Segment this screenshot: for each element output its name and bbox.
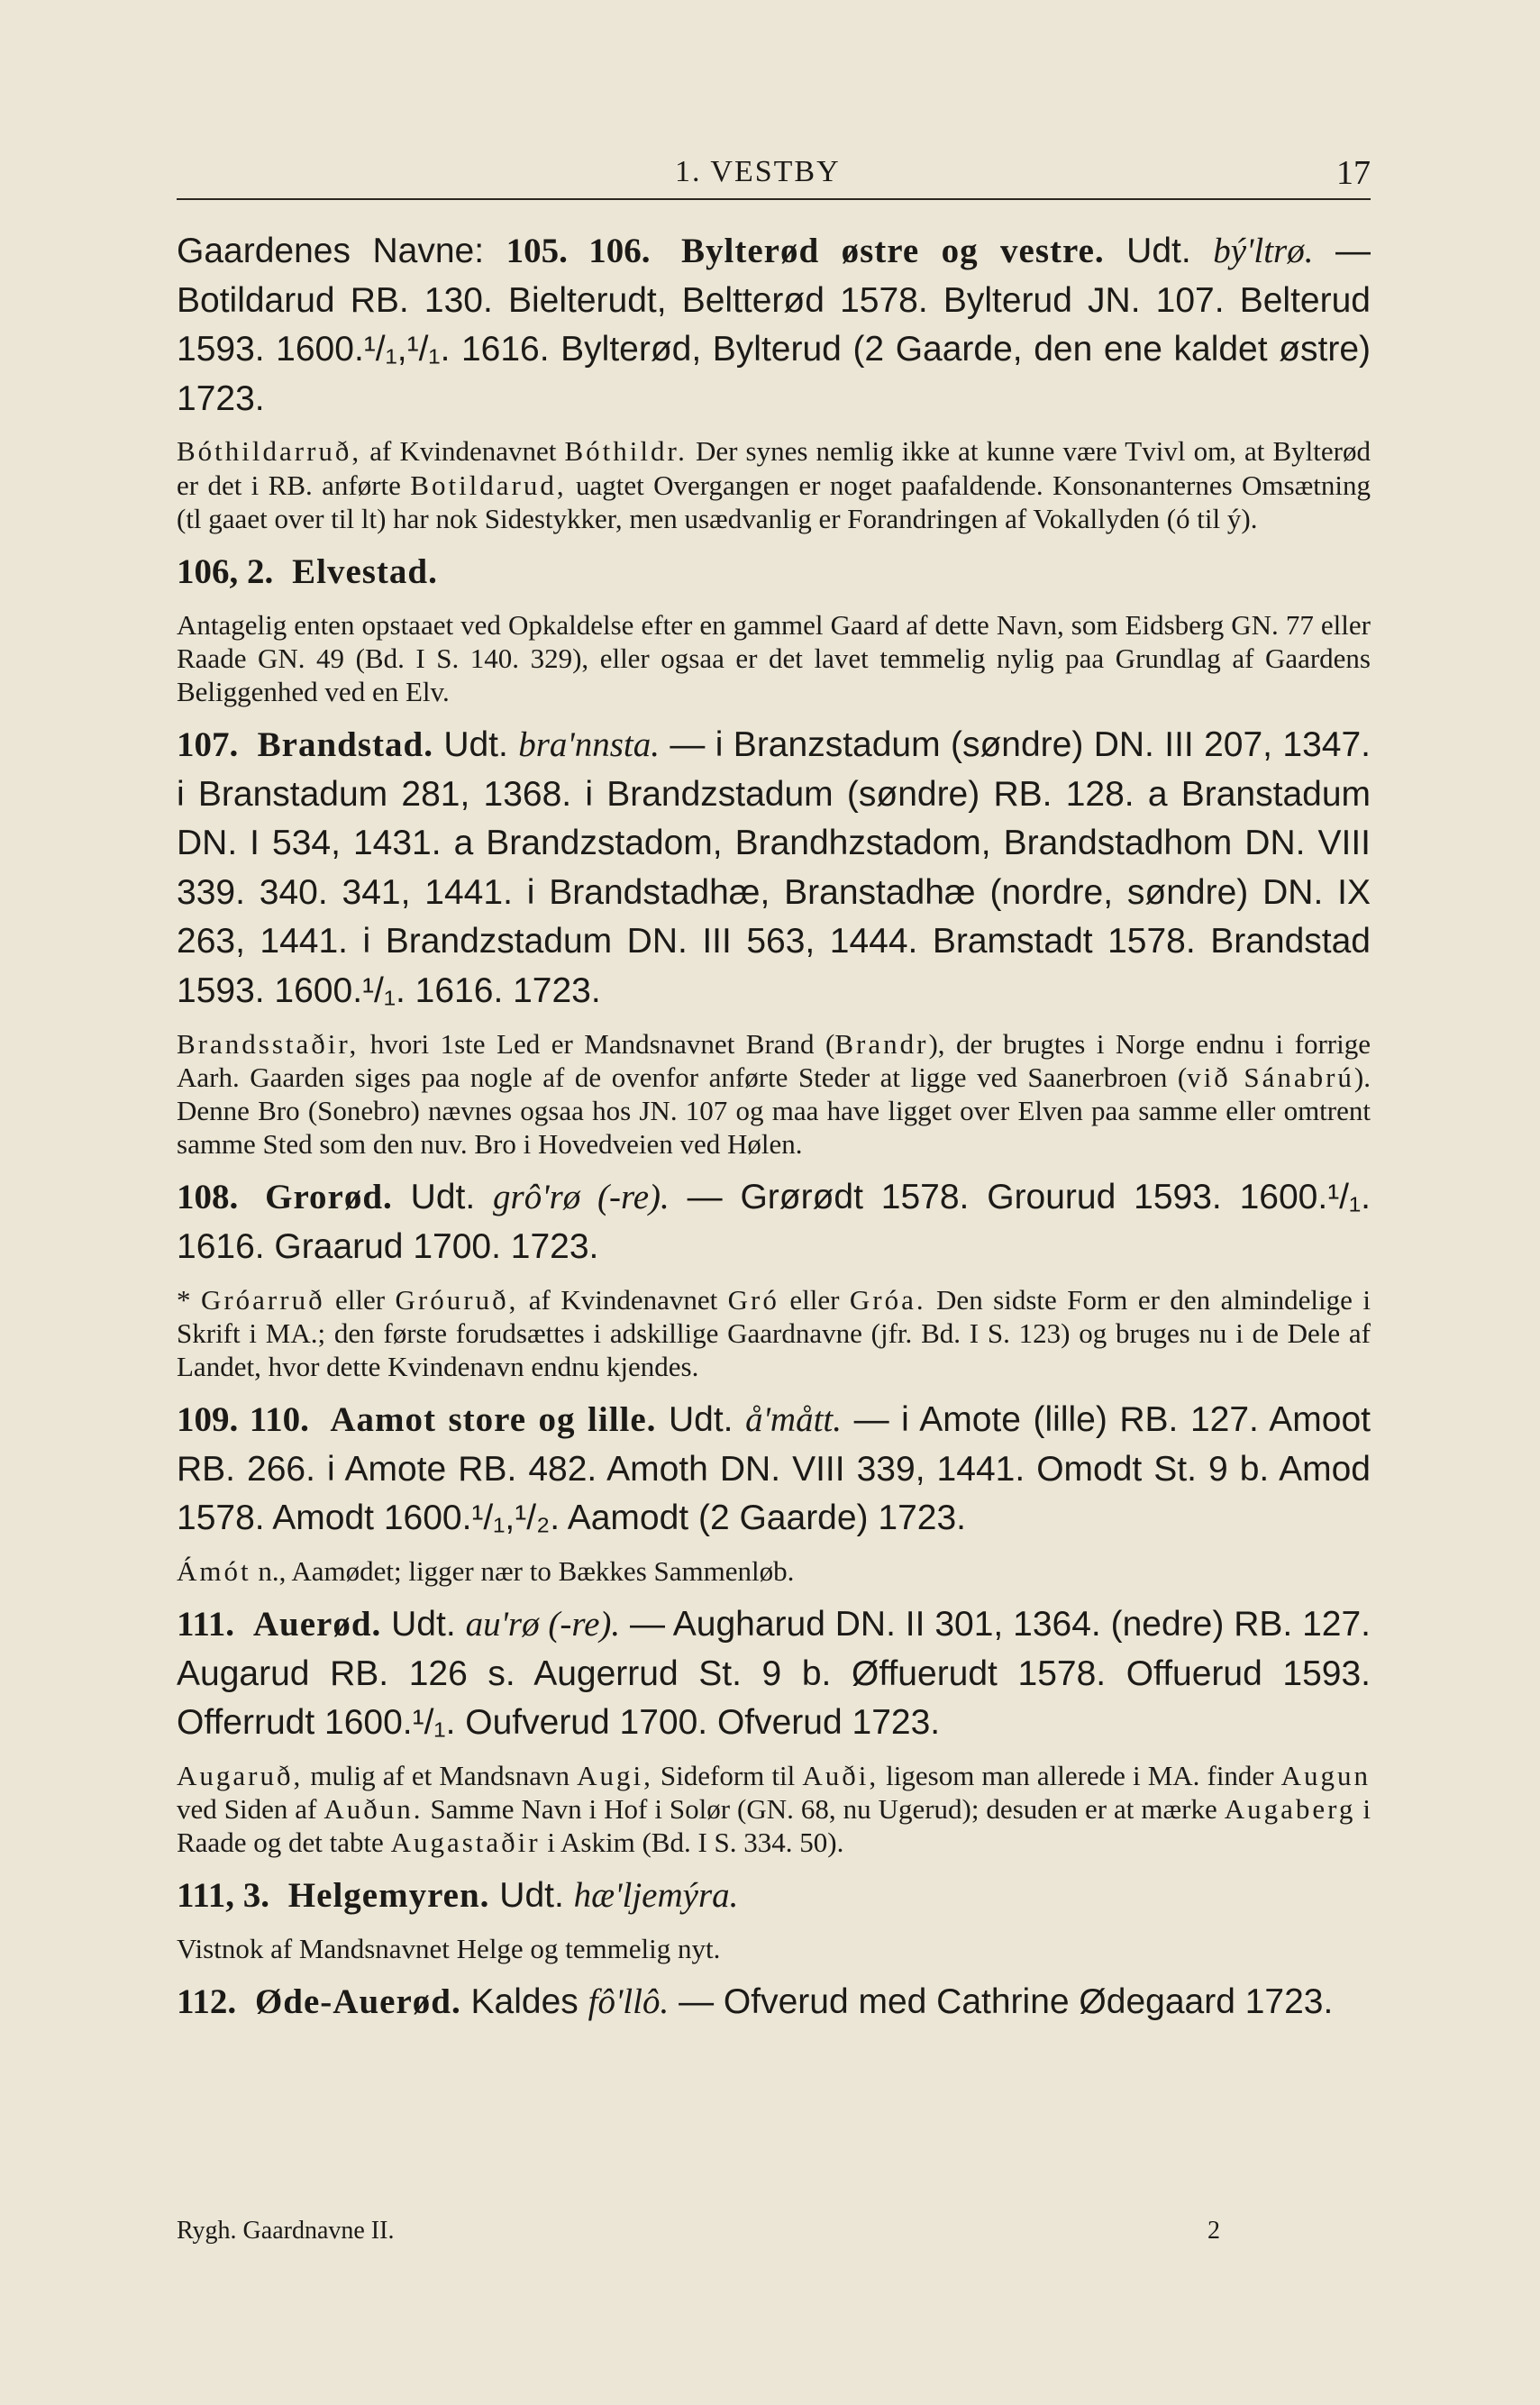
etymology-note	[177, 1554, 1371, 1588]
old-form: Ámót	[177, 1554, 251, 1587]
old-form: Augi,	[577, 1759, 653, 1791]
text-run: Antagelig enten opstaaet ved Opkaldelse efter en gammel Gaard af dette Navn, som Eidsberg GN. 77 eller Raade GN. 49 (Bd. I S. 140. 329), eller ogsaa er det lavet temmelig nylig paa Grundlag af Gaardens Beliggenhed ved en Elv.	[177, 608, 1371, 707]
text-run: n., Aamødet; ligger nær to Bækkes Sammenløb.	[251, 1554, 795, 1587]
pronunciation: au'rø (-re).	[465, 1605, 621, 1644]
farm-number: 107.	[177, 725, 239, 765]
text-run: ), der brugtes i Norge endnu i forrige Aarh. Gaarden siges paa nogle af de ovenfor anførte Steder at ligge ved Saanerbroen (	[177, 1027, 1371, 1093]
etymology-note	[177, 1932, 1371, 1965]
farm-name: Øde-Auerød.	[254, 1982, 461, 2022]
old-form: Auði,	[802, 1759, 879, 1791]
text-run: Kaldes	[460, 1982, 588, 2022]
farm-number: 111.	[177, 1605, 234, 1644]
old-form: Augaberg	[1224, 1793, 1356, 1826]
old-form: Brandr	[834, 1027, 929, 1060]
text-run: — Augharud DN. II 301, 1364. (nedre) RB. 127. Augarud RB. 126 s. Augerrud St. 9 b. Øffuerudt 1578. Offuerud 1593. Offerrudt 1600.¹/₁. Oufverud 1700. Ofverud 1723.	[177, 1605, 1371, 1743]
old-form: Augastaðir	[390, 1827, 541, 1859]
old-form: Brandsstaðir,	[177, 1027, 360, 1060]
text-run: — Grørødt 1578. Grourud 1593. 1600.¹/₁. 1616. Graarud 1700. 1723.	[177, 1178, 1371, 1266]
text-run: af Kvindenavnet	[518, 1283, 728, 1316]
old-form: Bóthildr.	[564, 435, 688, 468]
etymology-note	[177, 608, 1371, 709]
text-run: Gaardenes Navne:	[177, 232, 506, 270]
text-run: af Kvindenavnet	[361, 435, 565, 468]
pronunciation: bra'nnsta.	[518, 725, 661, 765]
text-run: — i Branzstadum (søndre) DN. III 207, 1347. i Branstadum 281, 1368. i Brandzstadum (søndre) RB. 128. a Branstadum DN. I 534, 1431. a Brandzstadom, Brandhzstadom, Brandstadhom DN. VIII 339. 340. 341, 1441. i Brandstadhæ, Branstadhæ (nordre, søndre) DN. IX 263, 1441. i Brandzstadum DN. III 563, 1444. Bramstadt 1578. Brandstad 1593. 1600.¹/₁. 1616. 1723.	[177, 725, 1371, 1011]
footer-source: Rygh. Gaardnavne II.	[177, 2217, 395, 2245]
pronunciation: bý'ltrø.	[1213, 232, 1314, 270]
farm-name: Helgemyren.	[287, 1876, 490, 1916]
farm-entry	[177, 1872, 1371, 1921]
farm-name: Brandstad.	[257, 725, 433, 765]
text-run: uagtet Overgangen er noget paafaldende. Konsonanternes Omsætning (tl gaaet over til lt) har nok Sidestykker, men usædvanlig er Forandringen af Vokallyden (ó til ý).	[177, 469, 1371, 534]
farm-number: 111, 3.	[177, 1876, 269, 1916]
text-run: Samme Navn i Hof i Solør (GN. 68, nu Ugerud); desuden er at mærke	[423, 1793, 1225, 1826]
old-form: Bóthildarruð,	[177, 435, 362, 468]
text-run: Udt.	[392, 1178, 494, 1217]
old-form: Gróarruð	[200, 1283, 325, 1316]
etymology-note	[177, 1027, 1371, 1162]
pronunciation: hæ'ljemýra.	[573, 1876, 739, 1916]
text-run: — Botildarud RB. 130. Bielterudt, Beltterød 1578. Bylterud JN. 107. Belterud 1593. 1600.¹/₁,¹/₁. 1616. Bylterød, Bylterud (2 Gaarde, den ene kaldet østre) 1723.	[177, 232, 1371, 418]
page-number: 17	[1336, 154, 1371, 192]
pronunciation: grô'rø (-re).	[493, 1178, 670, 1217]
text-run: i Raade og det tabte	[177, 1793, 1371, 1859]
old-form: Gróuruð,	[395, 1283, 519, 1316]
etymology-note	[177, 434, 1371, 535]
text-run: ved Siden af	[177, 1793, 324, 1826]
farm-name: Aamot store og lille.	[330, 1400, 657, 1440]
text-run: ligesom man allerede i MA. finder	[879, 1759, 1281, 1791]
pronunciation: å'mått.	[745, 1400, 843, 1440]
text-run: Udt.	[656, 1400, 746, 1440]
old-form: við Sánabrú	[1187, 1061, 1354, 1093]
text-run: eller	[324, 1283, 396, 1316]
farm-name: Bylterød østre og vestre.	[681, 232, 1105, 270]
farm-entry	[177, 227, 1371, 424]
farm-entry	[177, 548, 1371, 597]
farm-number: 106, 2.	[177, 551, 274, 591]
old-form: Gró	[727, 1283, 779, 1316]
old-form: Auðun.	[323, 1793, 424, 1826]
farm-number: 108.	[177, 1178, 239, 1217]
farm-entry	[177, 1978, 1371, 2027]
text-run: Den sidste Form er den almindelige i Skrift i MA.; den første forudsættes i adskillige Gaardnavne (jfr. Bd. I S. 123) og bruges nu i de Dele af Landet, hvor dette Kvindenavn endnu kjendes.	[177, 1283, 1371, 1382]
text-body	[177, 227, 1371, 2027]
old-form: Botildarud,	[410, 469, 567, 501]
text-run: Vistnok af Mandsnavnet Helge og temmelig nyt.	[177, 1933, 721, 1965]
running-title: 1. VESTBY	[675, 155, 841, 188]
etymology-note	[177, 1759, 1371, 1860]
text-run: i Askim (Bd. I S. 334. 50).	[540, 1827, 844, 1859]
running-head	[177, 153, 1371, 200]
text-run: Der synes nemlig ikke at kunne være Tvivl om, at Bylterød er det i RB. anførte	[177, 435, 1371, 501]
text-run: Udt.	[489, 1876, 574, 1916]
footer-signature: 2	[1207, 2217, 1220, 2245]
old-form: Augaruð,	[177, 1759, 304, 1791]
old-form: Gróa.	[849, 1283, 926, 1316]
farm-number: 112.	[177, 1982, 237, 2022]
farm-name: Elvestad.	[292, 551, 438, 591]
text-run: Udt.	[1104, 232, 1214, 270]
farm-name: Grorød.	[265, 1178, 393, 1217]
text-run: mulig af et Mandsnavn	[303, 1759, 578, 1791]
farm-number: 105. 106.	[506, 232, 651, 270]
farm-entry	[177, 1396, 1371, 1544]
text-run: — i Amote (lille) RB. 127. Amoot RB. 266. i Amote RB. 482. Amoth DN. VIII 339, 1441. Omodt St. 9 b. Amod 1578. Amodt 1600.¹/₁,¹/₂. Aamodt (2 Gaarde) 1723.	[177, 1400, 1371, 1538]
etymology-note	[177, 1283, 1371, 1384]
text-run: eller	[779, 1283, 850, 1316]
farm-number: 109. 110.	[177, 1400, 309, 1440]
farm-entry	[177, 1173, 1371, 1271]
text-run: Udt.	[433, 725, 519, 765]
farm-name: Auerød.	[252, 1605, 382, 1644]
old-form: Augun	[1280, 1759, 1371, 1791]
text-run: *	[177, 1283, 201, 1316]
text-run: hvori 1ste Led er Mandsnavnet Brand (	[359, 1027, 835, 1060]
text-run: Udt.	[381, 1605, 466, 1644]
text-run: Sideform til	[652, 1759, 803, 1791]
farm-entry	[177, 721, 1371, 1016]
pronunciation: fô'llô.	[588, 1982, 670, 2022]
text-run: — Ofverud med Cathrine Ødegaard 1723.	[669, 1982, 1334, 2022]
text-run: ). Denne Bro (Sonebro) nævnes ogsaa hos JN. 107 og maa have ligget over Elven paa samme eller omtrent samme Sted som den nuv. Bro i Hovedveien ved Hølen.	[177, 1061, 1371, 1161]
page-footer	[177, 2217, 1371, 2253]
farm-entry	[177, 1600, 1371, 1748]
